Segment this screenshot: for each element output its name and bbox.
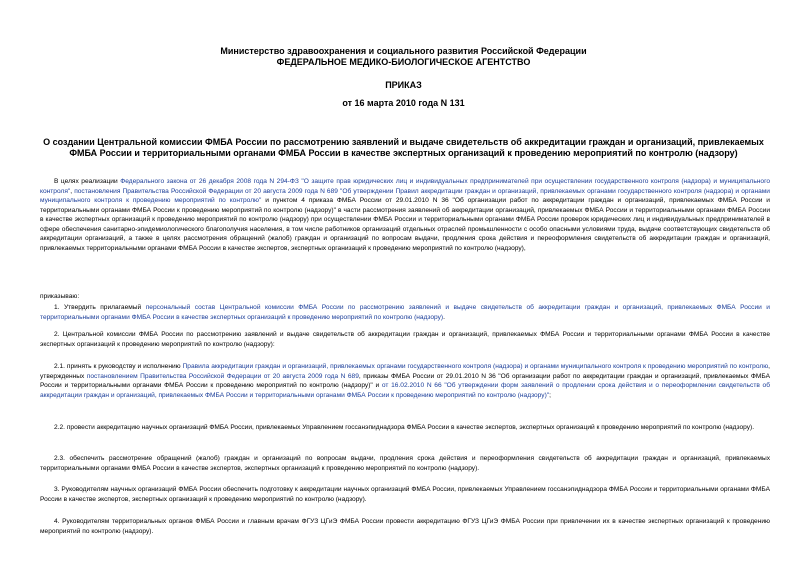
preamble-text-2: , [70,187,75,195]
document-date-number: от 16 марта 2010 года N 131 [342,98,465,108]
accreditation-rules-link[interactable]: Правила аккредитации граждан и организаций, привлекаемых органами государственного контроля (надзора) и органами муниципального контроля к проведению мероприятий по контролю [182,363,769,370]
item-2-paragraph: 2. Центральной комиссии ФМБА России по рассмотрению заявлений и выдаче свидетельств об аккредитации граждан и организаций, привлекаемых ФМБА России и территориальными органами ФМБА России в качестве экспертных организаций к проведению мероприятий по контролю (надзору): [40,331,770,348]
item-2-1-text-3: , приказы ФМБА России от 29.01.2010 N 36 "Об организации работ по аккредитации граждан и организаций, привлекаемых ФМБА России и территориальными органами ФМБА России к проведению мероприятий по контролю (надзору)" и [40,372,771,389]
preamble-paragraph [40,177,770,253]
commission-composition-link[interactable]: персональный состав Центральной комиссии ФМБА России по рассмотрению заявлений и выдаче свидетельств об аккредитации граждан и организаций, привлекаемых ФМБА России и территориальными органами ФМБА России в качестве экспертных организаций к проведению мероприятий по контролю (надзору) [40,304,770,321]
federal-law-link[interactable]: Федерального закона от 26 декабря 2008 года N 294-ФЗ "О защите прав юридических лиц и индивидуальных предпринимателей при осуществлении государственного контроля (надзора) и муниципального контроля" [40,178,771,195]
order-66-link[interactable]: от 16.02.2010 N 66 "Об утверждении форм заявлений о продлении срока действия и о переоформлении свидетельств об аккредитации граждан и организаций, привлекаемых ФМБА России и территориальными органами ФМБА России к проведению мероприятий по контролю (надзору)" [40,382,770,399]
item-2-1-text-1: 2.1. принять к руководству и исполнению [54,363,183,370]
item-1-text-1: 1. Утвердить прилагаемый [54,304,146,311]
item-2-1-text-2: , утвержденных [40,363,770,380]
preamble-text-3: и пунктом 4 приказа ФМБА России от 29.01.2010 N 36 "Об организации работ по аккредитации граждан и организаций, привлекаемых ФМБА России и территориальными органами ФМБА России к проведению мероприятий по контролю (надзору)" в части рассмотрения заявлений об аккредитации организаций, привлекаемых ФМБА России и территориальными органами ФМБА России в качестве экспертных организаций к проведению мероприятий по контролю (надзору) при осуществлении ФМБА России и территориальными органами ФМБА России проверок юридических лиц и индивидуальных предпринимателей в сфере обеспечения санитарно-эпидемиологического благополучия населения, в том числе работников организаций отдельных отраслей промышленности с особо опасными условиями труда, выдаче соответствующих свидетельств об аккредитации организаций, а также в целях рассмотрения обращений (жалоб) граждан и организаций по вопросам выдачи, продления срока действия и переоформления свидетельств об аккредитации граждан и организаций, привлекаемых территориальными органами ФМБА России в качестве экспертов, экспертных организаций к проведению мероприятий по контролю (надзору), [40,197,770,252]
document-title: О создании Центральной комиссии ФМБА России по рассмотрению заявлений и выдаче свидетельств об аккредитации граждан и организаций, привлекаемых ФМБА России и территориальными органами ФМБА России в качестве экспертных организаций к проведению мероприятий по контролю (надзору) [43,137,764,158]
government-decree-link[interactable]: постановления Правительства Российской Федерации от 20 августа 2009 года N 689 "Об утверждении Правил аккредитации граждан и организаций, привлекаемых органами государственного контроля (надзора) и органами муниципального контроля к проведению мероприятий по контролю" [40,187,770,204]
item-2-3-paragraph: 2.3. обеспечить рассмотрение обращений (жалоб) граждан и организаций по вопросам выдачи, продления срока действия и переоформления свидетельств об аккредитации граждан и организаций, привлекаемых территориальными органами ФМБА России в качестве экспертов, экспертных организаций к проведению мероприятий по контролю (надзору). [40,455,770,472]
document-type: ПРИКАЗ [385,80,422,90]
ministry-name: Министерство здравоохранения и социального развития Российской Федерации [220,46,587,56]
item-4-paragraph: 4. Руководителям территориальных органов ФМБА России и главным врачам ФГУЗ ЦГиЭ ФМБА России провести аккредитацию ФГУЗ ЦГиЭ ФМБА России при привлечении их в качестве экспертных организаций к проведению мероприятий по контролю (надзору). [40,518,770,535]
decree-689-link[interactable]: постановлением Правительства Российской Федерации от 20 августа 2009 года N 689 [86,372,359,380]
item-2-1-paragraph [40,362,770,400]
item-3-paragraph: 3. Руководителям научных организаций ФМБА России обеспечить подготовку к аккредитации научных организаций ФМБА России, привлекаемых Управлением госсанэпиднадзора ФМБА России и территориальными органами ФМБА России в качестве экспертов, экспертных организаций к проведению мероприятий по контролю (надзору). [40,486,770,503]
item-1-paragraph [40,303,770,322]
item-2-1-text-4: ; [549,391,551,399]
order-word: приказываю: [40,293,80,300]
item-2-2-paragraph: 2.2. провести аккредитацию научных организаций ФМБА России, привлекаемых Управлением госсанэпиднадзора ФМБА России в качестве экспертов, экспертных организаций к проведению мероприятий по контролю (надзору). [54,424,755,431]
item-1-text-2: . [443,313,445,321]
preamble-text-1: В целях реализации [54,178,121,185]
agency-name: ФЕДЕРАЛЬНОЕ МЕДИКО-БИОЛОГИЧЕСКОЕ АГЕНТСТВО [276,57,531,67]
